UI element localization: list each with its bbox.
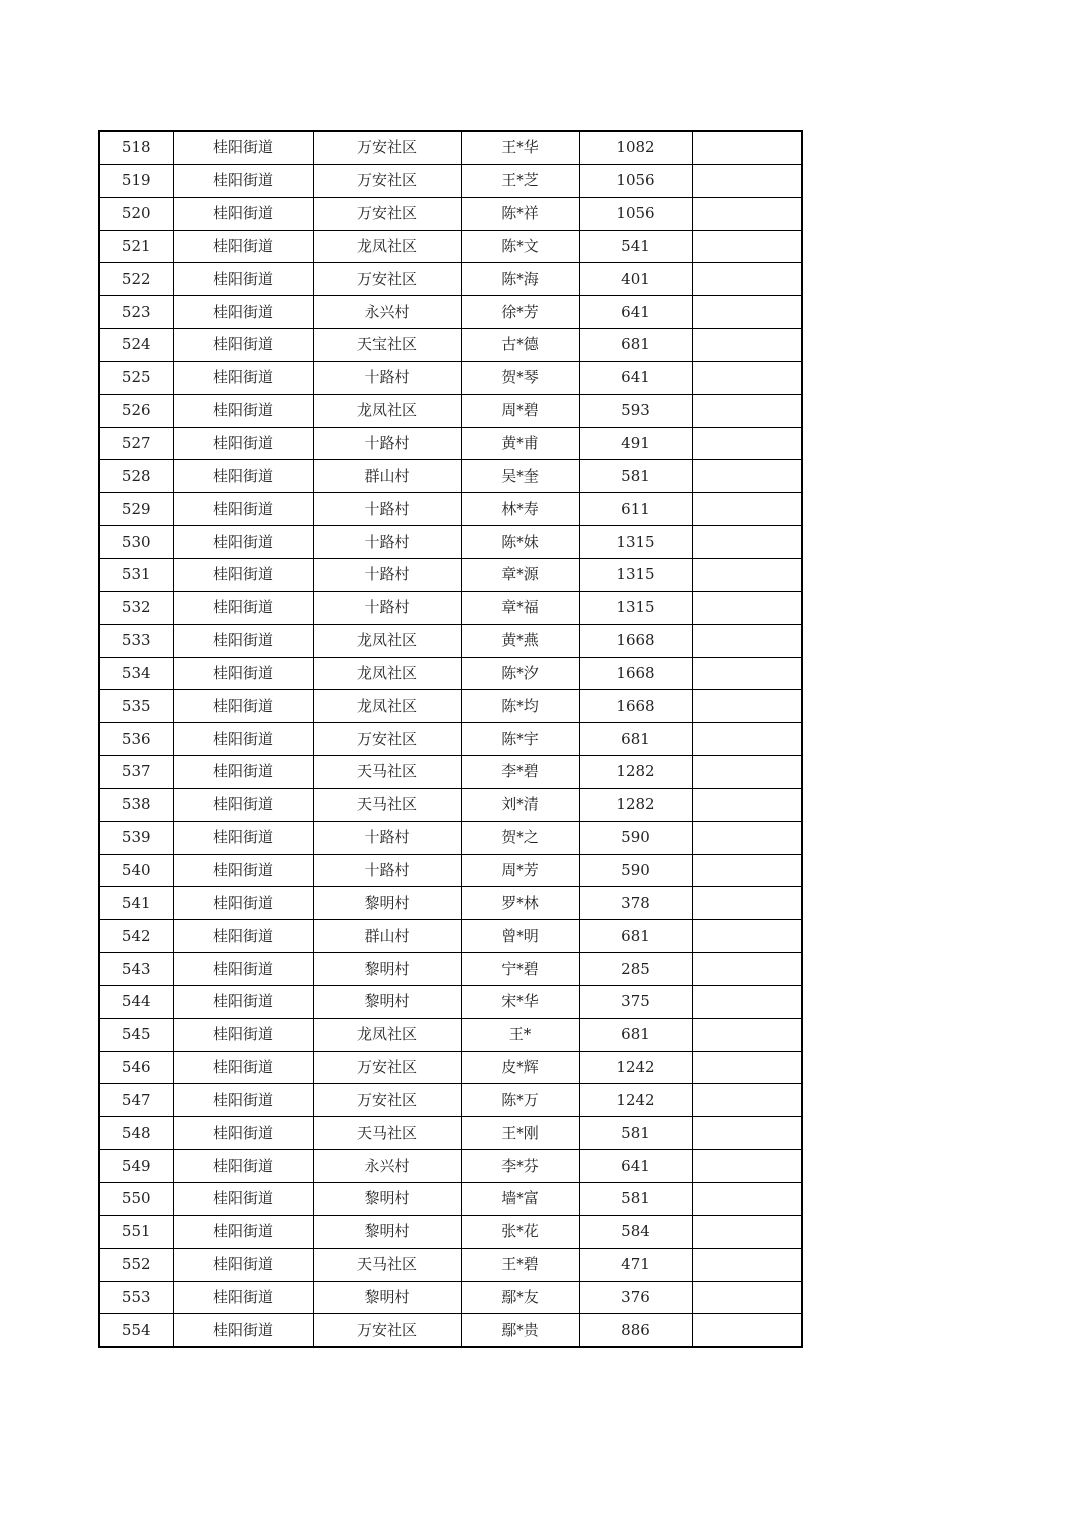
remark-cell [692,1248,802,1281]
name-cell: 陈*万 [461,1084,579,1117]
community-cell: 群山村 [313,460,461,493]
street-cell: 桂阳街道 [173,329,313,362]
name-cell: 王*华 [461,131,579,164]
community-cell: 黎明村 [313,985,461,1018]
name-cell: 陈*均 [461,690,579,723]
table-row [99,460,802,493]
community-cell: 十路村 [313,427,461,460]
street-cell: 桂阳街道 [173,690,313,723]
street-cell: 桂阳街道 [173,821,313,854]
table-row [99,887,802,920]
name-cell: 陈*祥 [461,197,579,230]
remark-cell [692,1215,802,1248]
remark-cell [692,657,802,690]
remark-cell [692,197,802,230]
street-cell: 桂阳街道 [173,460,313,493]
table-row [99,1183,802,1216]
remark-cell [692,1314,802,1347]
community-cell: 十路村 [313,361,461,394]
remark-cell [692,263,802,296]
table-row [99,788,802,821]
table-row [99,1117,802,1150]
street-cell: 桂阳街道 [173,1215,313,1248]
street-cell: 桂阳街道 [173,361,313,394]
table-row [99,1084,802,1117]
community-cell: 龙凤社区 [313,394,461,427]
street-cell: 桂阳街道 [173,427,313,460]
name-cell: 墙*富 [461,1183,579,1216]
amount-cell: 1282 [579,756,692,789]
street-cell: 桂阳街道 [173,723,313,756]
remark-cell [692,690,802,723]
street-cell: 桂阳街道 [173,1248,313,1281]
amount-cell: 611 [579,493,692,526]
amount-cell: 1282 [579,788,692,821]
street-cell: 桂阳街道 [173,1183,313,1216]
street-cell: 桂阳街道 [173,756,313,789]
street-cell: 桂阳街道 [173,1117,313,1150]
remark-cell [692,1051,802,1084]
community-cell: 十路村 [313,558,461,591]
community-cell: 群山村 [313,920,461,953]
amount-cell: 1315 [579,526,692,559]
amount-cell: 1668 [579,624,692,657]
table-row [99,1281,802,1314]
name-cell: 陈*海 [461,263,579,296]
community-cell: 十路村 [313,591,461,624]
row-number-cell: 554 [99,1314,173,1347]
remark-cell [692,624,802,657]
street-cell: 桂阳街道 [173,1281,313,1314]
community-cell: 天宝社区 [313,329,461,362]
street-cell: 桂阳街道 [173,1084,313,1117]
row-number-cell: 525 [99,361,173,394]
table-row [99,361,802,394]
community-cell: 龙凤社区 [313,657,461,690]
community-cell: 天马社区 [313,1117,461,1150]
row-number-cell: 548 [99,1117,173,1150]
name-cell: 周*碧 [461,394,579,427]
name-cell: 鄢*贵 [461,1314,579,1347]
table-row [99,296,802,329]
row-number-cell: 541 [99,887,173,920]
name-cell: 章*福 [461,591,579,624]
street-cell: 桂阳街道 [173,263,313,296]
amount-cell: 581 [579,460,692,493]
amount-cell: 590 [579,854,692,887]
amount-cell: 376 [579,1281,692,1314]
name-cell: 曾*明 [461,920,579,953]
table-row [99,723,802,756]
name-cell: 陈*汐 [461,657,579,690]
table-row [99,953,802,986]
amount-cell: 641 [579,1150,692,1183]
remark-cell [692,821,802,854]
community-cell: 万安社区 [313,263,461,296]
street-cell: 桂阳街道 [173,854,313,887]
name-cell: 周*芳 [461,854,579,887]
community-cell: 万安社区 [313,723,461,756]
name-cell: 王*刚 [461,1117,579,1150]
row-number-cell: 546 [99,1051,173,1084]
row-number-cell: 523 [99,296,173,329]
row-number-cell: 521 [99,230,173,263]
row-number-cell: 526 [99,394,173,427]
table-row [99,329,802,362]
row-number-cell: 520 [99,197,173,230]
table-row [99,1051,802,1084]
name-cell: 刘*清 [461,788,579,821]
row-number-cell: 545 [99,1018,173,1051]
row-number-cell: 534 [99,657,173,690]
remark-cell [692,1281,802,1314]
community-cell: 十路村 [313,493,461,526]
street-cell: 桂阳街道 [173,887,313,920]
row-number-cell: 549 [99,1150,173,1183]
amount-cell: 378 [579,887,692,920]
row-number-cell: 518 [99,131,173,164]
street-cell: 桂阳街道 [173,526,313,559]
table-row [99,821,802,854]
name-cell: 王*芝 [461,164,579,197]
table-row [99,1018,802,1051]
street-cell: 桂阳街道 [173,296,313,329]
row-number-cell: 527 [99,427,173,460]
row-number-cell: 551 [99,1215,173,1248]
remark-cell [692,493,802,526]
table-row [99,985,802,1018]
row-number-cell: 538 [99,788,173,821]
community-cell: 黎明村 [313,1281,461,1314]
remark-cell [692,1018,802,1051]
amount-cell: 1668 [579,657,692,690]
street-cell: 桂阳街道 [173,788,313,821]
amount-cell: 681 [579,329,692,362]
row-number-cell: 544 [99,985,173,1018]
remark-cell [692,427,802,460]
remark-cell [692,788,802,821]
remark-cell [692,164,802,197]
table-row [99,756,802,789]
community-cell: 万安社区 [313,131,461,164]
remark-cell [692,723,802,756]
row-number-cell: 543 [99,953,173,986]
name-cell: 贺*之 [461,821,579,854]
remark-cell [692,329,802,362]
street-cell: 桂阳街道 [173,591,313,624]
amount-cell: 401 [579,263,692,296]
remark-cell [692,1150,802,1183]
remark-cell [692,131,802,164]
name-cell: 李*芬 [461,1150,579,1183]
community-cell: 永兴村 [313,296,461,329]
street-cell: 桂阳街道 [173,558,313,591]
name-cell: 罗*林 [461,887,579,920]
remark-cell [692,591,802,624]
name-cell: 古*德 [461,329,579,362]
community-cell: 永兴村 [313,1150,461,1183]
row-number-cell: 540 [99,854,173,887]
row-number-cell: 552 [99,1248,173,1281]
row-number-cell: 524 [99,329,173,362]
street-cell: 桂阳街道 [173,230,313,263]
street-cell: 桂阳街道 [173,985,313,1018]
remark-cell [692,756,802,789]
amount-cell: 681 [579,920,692,953]
table-row [99,1215,802,1248]
community-cell: 天马社区 [313,1248,461,1281]
remark-cell [692,1084,802,1117]
table-row [99,164,802,197]
street-cell: 桂阳街道 [173,1314,313,1347]
amount-cell: 1668 [579,690,692,723]
remark-cell [692,887,802,920]
row-number-cell: 537 [99,756,173,789]
street-cell: 桂阳街道 [173,131,313,164]
name-cell: 宁*碧 [461,953,579,986]
name-cell: 贺*琴 [461,361,579,394]
amount-cell: 593 [579,394,692,427]
table-row [99,657,802,690]
community-cell: 万安社区 [313,164,461,197]
name-cell: 陈*宇 [461,723,579,756]
row-number-cell: 535 [99,690,173,723]
remark-cell [692,1117,802,1150]
amount-cell: 641 [579,296,692,329]
amount-cell: 1082 [579,131,692,164]
table-row [99,558,802,591]
street-cell: 桂阳街道 [173,657,313,690]
table-row [99,690,802,723]
street-cell: 桂阳街道 [173,1018,313,1051]
amount-cell: 491 [579,427,692,460]
amount-cell: 541 [579,230,692,263]
roster-body [99,131,802,1347]
street-cell: 桂阳街道 [173,953,313,986]
amount-cell: 641 [579,361,692,394]
row-number-cell: 536 [99,723,173,756]
amount-cell: 681 [579,1018,692,1051]
row-number-cell: 542 [99,920,173,953]
row-number-cell: 532 [99,591,173,624]
street-cell: 桂阳街道 [173,197,313,230]
street-cell: 桂阳街道 [173,1150,313,1183]
row-number-cell: 529 [99,493,173,526]
name-cell: 徐*芳 [461,296,579,329]
community-cell: 龙凤社区 [313,230,461,263]
name-cell: 李*碧 [461,756,579,789]
table-row [99,1314,802,1347]
community-cell: 万安社区 [313,1084,461,1117]
name-cell: 章*源 [461,558,579,591]
community-cell: 黎明村 [313,1215,461,1248]
community-cell: 龙凤社区 [313,624,461,657]
table-row [99,197,802,230]
row-number-cell: 522 [99,263,173,296]
amount-cell: 471 [579,1248,692,1281]
amount-cell: 375 [579,985,692,1018]
row-number-cell: 519 [99,164,173,197]
community-cell: 天马社区 [313,756,461,789]
name-cell: 张*花 [461,1215,579,1248]
name-cell: 宋*华 [461,985,579,1018]
table-row [99,854,802,887]
amount-cell: 1315 [579,558,692,591]
row-number-cell: 530 [99,526,173,559]
table-row [99,131,802,164]
amount-cell: 681 [579,723,692,756]
table-row [99,493,802,526]
amount-cell: 584 [579,1215,692,1248]
street-cell: 桂阳街道 [173,1051,313,1084]
remark-cell [692,1183,802,1216]
community-cell: 万安社区 [313,1314,461,1347]
name-cell: 皮*辉 [461,1051,579,1084]
name-cell: 陈*妹 [461,526,579,559]
row-number-cell: 533 [99,624,173,657]
name-cell: 黄*燕 [461,624,579,657]
amount-cell: 1242 [579,1051,692,1084]
row-number-cell: 547 [99,1084,173,1117]
name-cell: 黄*甫 [461,427,579,460]
street-cell: 桂阳街道 [173,920,313,953]
remark-cell [692,920,802,953]
community-cell: 十路村 [313,854,461,887]
table-row [99,263,802,296]
community-cell: 黎明村 [313,953,461,986]
remark-cell [692,460,802,493]
row-number-cell: 531 [99,558,173,591]
name-cell: 陈*文 [461,230,579,263]
table-row [99,394,802,427]
community-cell: 天马社区 [313,788,461,821]
community-cell: 黎明村 [313,1183,461,1216]
remark-cell [692,361,802,394]
table-row [99,591,802,624]
community-cell: 十路村 [313,526,461,559]
table-row [99,230,802,263]
community-cell: 万安社区 [313,197,461,230]
amount-cell: 1056 [579,197,692,230]
remark-cell [692,526,802,559]
remark-cell [692,296,802,329]
remark-cell [692,953,802,986]
community-cell: 十路村 [313,821,461,854]
street-cell: 桂阳街道 [173,394,313,427]
amount-cell: 886 [579,1314,692,1347]
table-row [99,1248,802,1281]
amount-cell: 590 [579,821,692,854]
row-number-cell: 550 [99,1183,173,1216]
amount-cell: 581 [579,1183,692,1216]
name-cell: 吴*奎 [461,460,579,493]
table-row [99,1150,802,1183]
amount-cell: 285 [579,953,692,986]
row-number-cell: 553 [99,1281,173,1314]
name-cell: 王*碧 [461,1248,579,1281]
remark-cell [692,394,802,427]
row-number-cell: 528 [99,460,173,493]
street-cell: 桂阳街道 [173,624,313,657]
table-row [99,920,802,953]
street-cell: 桂阳街道 [173,493,313,526]
community-cell: 龙凤社区 [313,690,461,723]
remark-cell [692,985,802,1018]
table-row [99,526,802,559]
amount-cell: 1315 [579,591,692,624]
table-row [99,624,802,657]
roster-table [98,130,803,1348]
street-cell: 桂阳街道 [173,164,313,197]
community-cell: 龙凤社区 [313,1018,461,1051]
community-cell: 黎明村 [313,887,461,920]
remark-cell [692,854,802,887]
amount-cell: 581 [579,1117,692,1150]
remark-cell [692,230,802,263]
amount-cell: 1056 [579,164,692,197]
table-row [99,427,802,460]
remark-cell [692,558,802,591]
amount-cell: 1242 [579,1084,692,1117]
community-cell: 万安社区 [313,1051,461,1084]
row-number-cell: 539 [99,821,173,854]
name-cell: 鄢*友 [461,1281,579,1314]
name-cell: 王* [461,1018,579,1051]
name-cell: 林*寿 [461,493,579,526]
